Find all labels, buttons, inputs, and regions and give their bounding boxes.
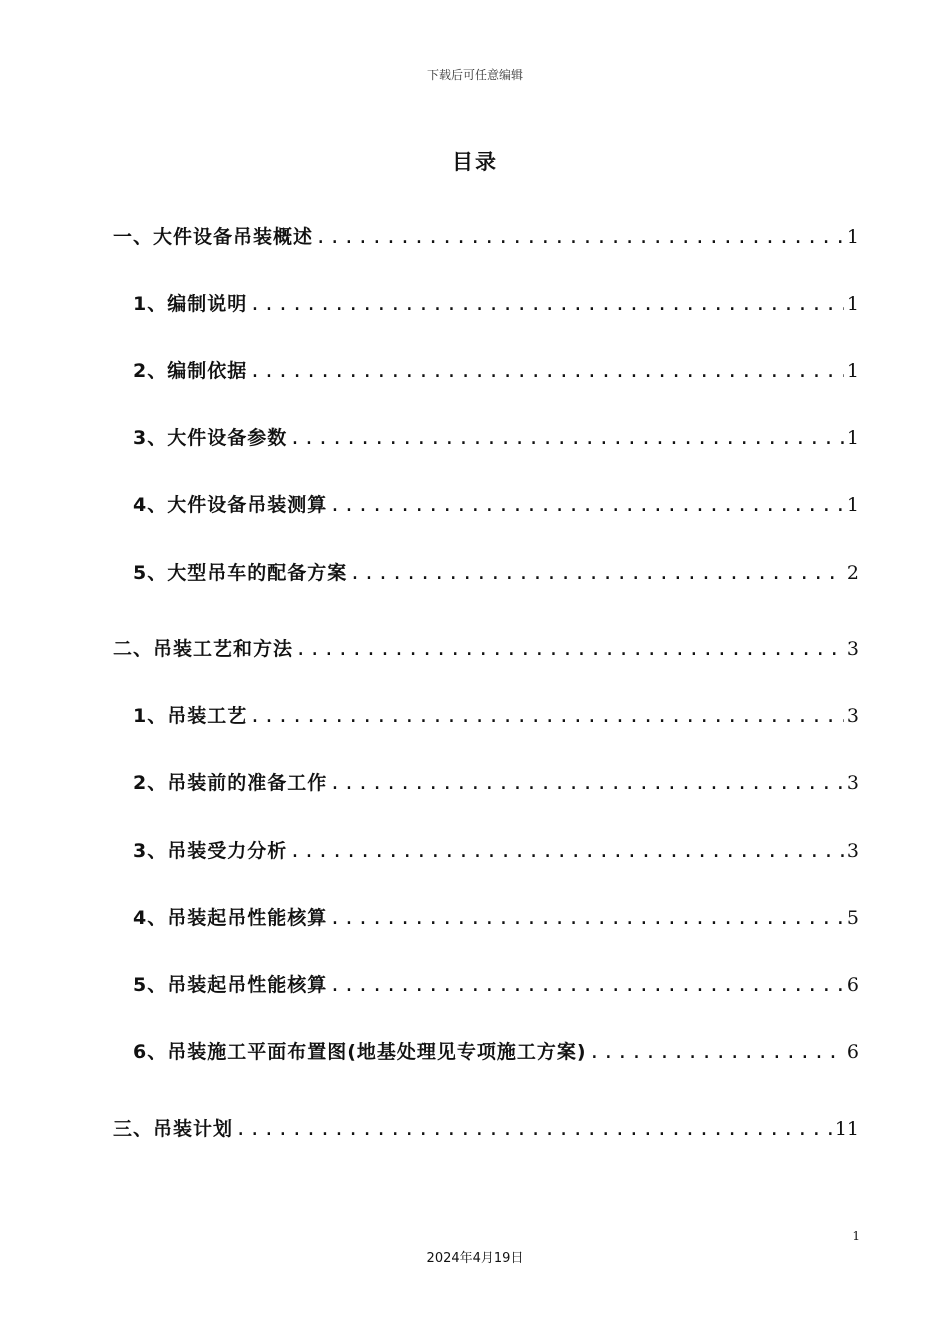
toc-page-number: 1 [846, 427, 859, 449]
toc-entry-2-2[interactable] [133, 768, 859, 798]
dot-leader [327, 768, 844, 798]
toc-page-number: 3 [846, 840, 859, 862]
toc-entry-section-2[interactable] [113, 634, 859, 664]
toc-entry-1-3[interactable] [133, 423, 859, 453]
dot-leader [247, 701, 844, 731]
toc-entry-1-4[interactable] [133, 490, 859, 520]
toc-entry-text: 2、编制依据 [133, 360, 248, 382]
header-note: 下载后可任意编辑 [426, 68, 523, 82]
toc-page-number: 6 [846, 1041, 859, 1063]
dot-leader [347, 558, 844, 588]
toc-title: 目录 [452, 150, 498, 174]
toc-page-number: 1 [846, 226, 859, 248]
toc-page-number: 1 [846, 293, 859, 315]
dot-leader [293, 634, 844, 664]
toc-entry-text: 1、编制说明 [133, 293, 248, 315]
dot-leader [233, 1114, 832, 1144]
toc-page-number: 1 [846, 494, 859, 516]
toc-entry-1-1[interactable] [133, 289, 859, 319]
toc-entry-text: 4、大件设备吊装测算 [133, 494, 328, 516]
toc-entry-2-1[interactable] [133, 701, 859, 731]
toc-page-number: 3 [846, 638, 859, 660]
toc-page-number: 1 [846, 360, 859, 382]
toc-entry-text: 5、吊装起吊性能核算 [133, 974, 328, 996]
toc-entry-text: 1、吊装工艺 [133, 705, 248, 727]
toc-entry-section-1[interactable] [113, 222, 859, 252]
toc-entry-text: 一、大件设备吊装概述 [113, 226, 314, 248]
toc-entry-text: 5、大型吊车的配备方案 [133, 562, 348, 584]
toc-entry-section-3[interactable] [113, 1114, 859, 1144]
dot-leader [247, 289, 844, 319]
toc-entry-1-5[interactable] [133, 558, 859, 588]
toc-entry-text: 2、吊装前的准备工作 [133, 772, 328, 794]
toc-page-number: 2 [846, 562, 859, 584]
toc-entry-2-6[interactable] [133, 1037, 859, 1067]
dot-leader [287, 423, 844, 453]
toc-entry-2-4[interactable] [133, 903, 859, 933]
toc-page-number: 3 [846, 772, 859, 794]
toc-entry-text: 4、吊装起吊性能核算 [133, 907, 328, 929]
toc-entry-text: 6、吊装施工平面布置图(地基处理见专项施工方案) [133, 1041, 587, 1063]
dot-leader [587, 1037, 844, 1067]
dot-leader [327, 903, 844, 933]
toc-entry-text: 3、大件设备参数 [133, 427, 288, 449]
dot-leader [327, 970, 844, 1000]
toc-entry-2-3[interactable] [133, 836, 859, 866]
toc-entry-1-2[interactable] [133, 356, 859, 386]
toc-page-number: 3 [846, 705, 859, 727]
toc-entry-text: 二、吊装工艺和方法 [113, 638, 294, 660]
footer-date: 2024年4月19日 [426, 1251, 524, 1266]
toc-entry-text: 三、吊装计划 [113, 1118, 234, 1140]
dot-leader [327, 490, 844, 520]
dot-leader [287, 836, 844, 866]
toc-page-number: 5 [846, 907, 859, 929]
toc-entry-text: 3、吊装受力分析 [133, 840, 288, 862]
dot-leader [313, 222, 844, 252]
toc-page-number: 6 [846, 974, 859, 996]
toc-entry-2-5[interactable] [133, 970, 859, 1000]
footer-page-number: 1 [852, 1229, 860, 1243]
dot-leader [247, 356, 844, 386]
toc-page-number: 11 [834, 1118, 859, 1140]
